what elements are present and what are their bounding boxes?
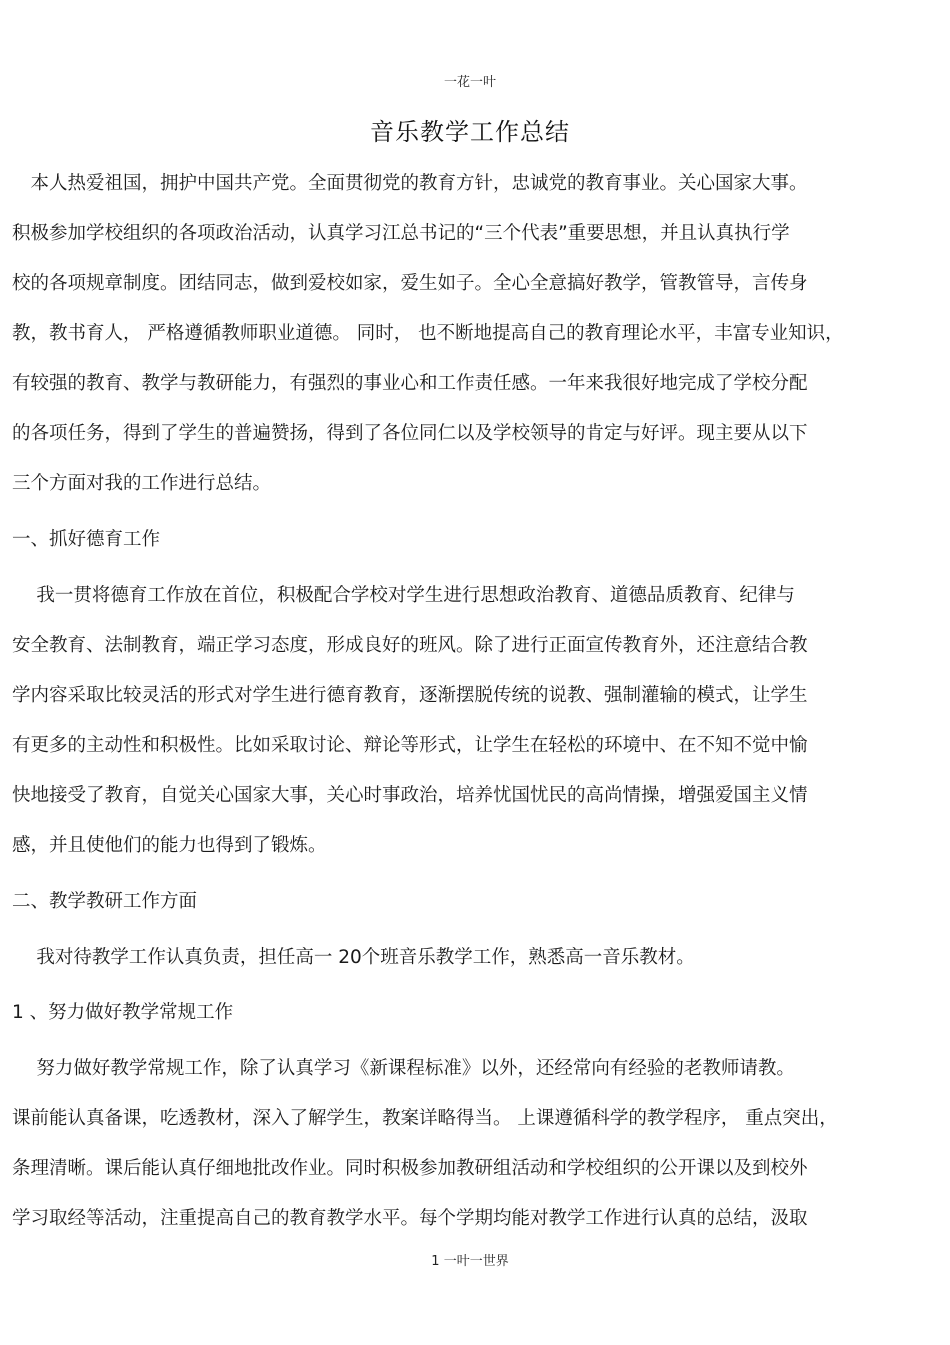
document-title: 音乐教学工作总结 [370,118,570,146]
body-line: 课前能认真备课，吃透教材，深入了解学生，教案详略得当。 上课遵循科学的教学程序， 重点突出， [12,1108,838,1129]
section-heading: 一、抓好德育工作 [12,529,161,550]
body-line: 有更多的主动性和积极性。比如采取讨论、辩论等形式，让学生在轻松的环境中、在不知不觉中愉 [12,735,808,756]
body-line: 感，并且使他们的能力也得到了锻炼。 [12,835,327,856]
body-line: 努力做好教学常规工作，除了认真学习《新课程标准》以外，还经常向有经验的老教师请教。 [12,1058,795,1079]
body-line: 积极参加学校组织的各项政治活动，认真学习江总书记的“三个代表”重要思想，并且认真执行学 [12,223,790,244]
body-line: 快地接受了教育，自觉关心国家大事，关心时事政治，培养忧国忧民的高尚情操，增强爱国主义情 [12,785,808,806]
body-line: 校的各项规章制度。团结同志，做到爱校如家，爱生如子。全心全意搞好教学，管教管导，言传身 [12,273,808,294]
body-line: 教，教书育人， 严格遵循教师职业道德。 同时， 也不断地提高自己的教育理论水平，丰富专业知识， [12,323,844,344]
body-line: 本人热爱祖国，拥护中国共产党。全面贯彻党的教育方针，忠诚党的教育事业。关心国家大事。 [12,173,808,194]
body-line: 我一贯将德育工作放在首位，积极配合学校对学生进行思想政治教育、道德品质教育、纪律与 [12,585,795,606]
body-line: 我对待教学工作认真负责，担任高一 20个班音乐教学工作，熟悉高一音乐教材。 [12,947,695,968]
subsection-heading: 1 、努力做好教学常规工作 [12,1002,234,1023]
body-line: 的各项任务，得到了学生的普遍赞扬，得到了各位同仁以及学校领导的肯定与好评。现主要从以下 [12,423,808,444]
body-line: 有较强的教育、教学与教研能力，有强烈的事业心和工作责任感。一年来我很好地完成了学校分配 [12,373,808,394]
body-line: 安全教育、法制教育，端正学习态度，形成良好的班风。除了进行正面宣传教育外，还注意结合教 [12,635,808,656]
body-line: 学内容采取比较灵活的形式对学生进行德育教育，逐渐摆脱传统的说教、强制灌输的模式，让学生 [12,685,808,706]
page-footer: 1 一叶一世界 [431,1254,509,1269]
page-header: 一花一叶 [443,75,496,90]
body-line: 三个方面对我的工作进行总结。 [12,473,272,494]
section-heading: 二、教学教研工作方面 [12,891,198,912]
body-line: 条理清晰。课后能认真仔细地批改作业。同时积极参加教研组活动和学校组织的公开课以及到校外 [12,1158,808,1179]
body-line: 学习取经等活动，注重提高自己的教育教学水平。每个学期均能对教学工作进行认真的总结，汲取 [12,1208,808,1229]
